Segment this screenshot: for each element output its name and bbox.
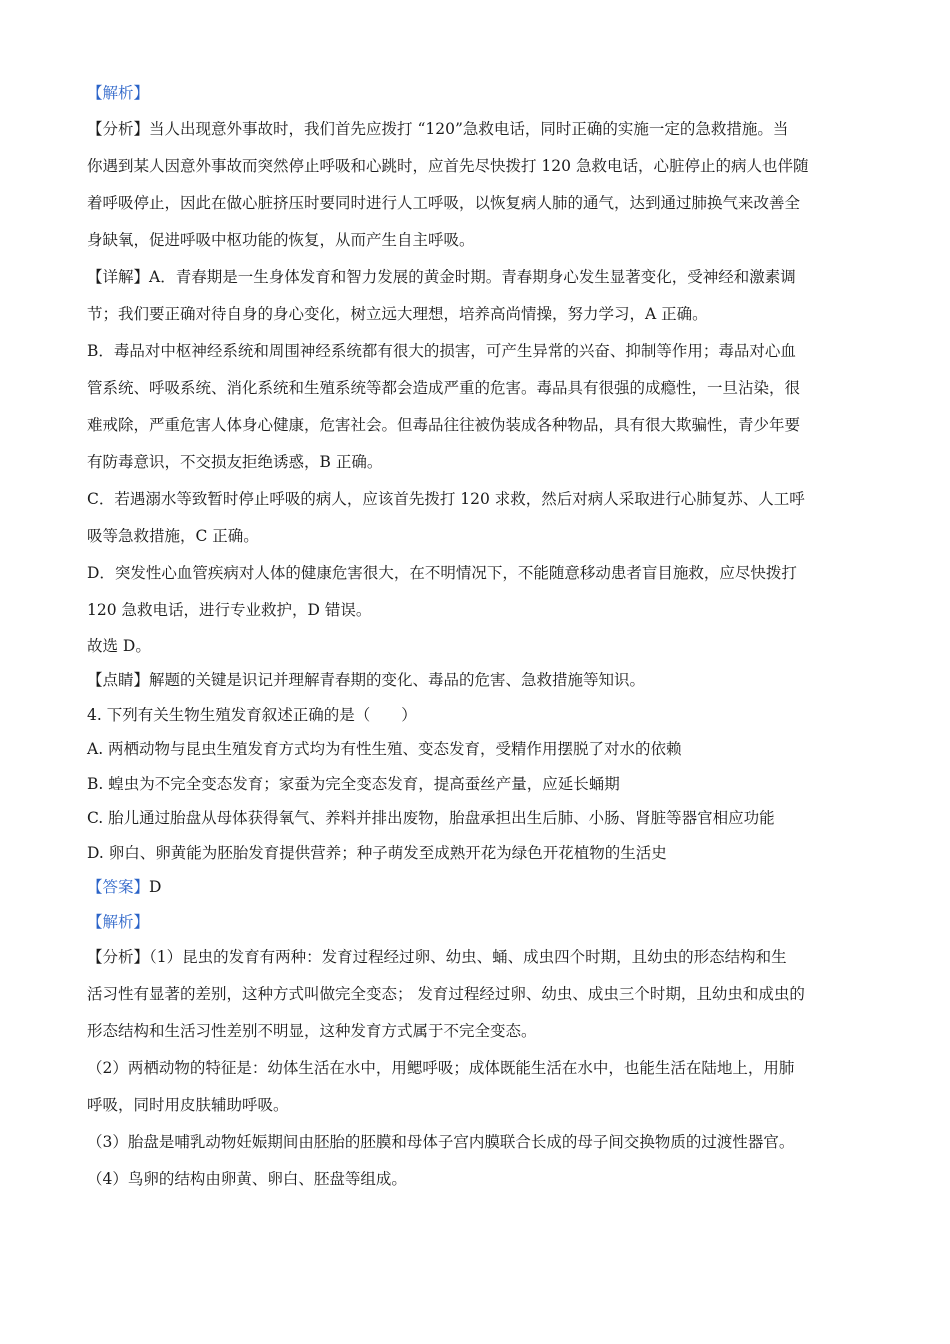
dianjing-tag: 【点睛】 — [87, 671, 150, 689]
analysis-tag: 【解析】 — [87, 912, 150, 931]
fenxi-line: 活习性有显著的差别，这种方式叫做完全变态； 发育过程经过卵、幼虫、成虫三个时期，且幼虫和成虫的 — [87, 985, 805, 1003]
dianjing-line: 【点睛】解题的关键是识记并理解青春期的变化、毒品的危害、急救措施等知识。 — [87, 671, 646, 689]
fenxi-paragraph — [87, 111, 867, 259]
answer-value: D — [149, 878, 162, 896]
answer-line — [87, 870, 867, 905]
analysis-heading — [87, 76, 867, 111]
fenxi-line: 身缺氧，促进呼吸中枢功能的恢复，从而产生自主呼吸。 — [87, 230, 475, 249]
conclusion-line: 故选 D。 — [87, 636, 151, 655]
question-4-option-b: B. 蝗虫为不完全变态发育；家蚕为完全变态发育，提高蚕丝产量，应延长蛹期 — [87, 774, 620, 793]
question-4-option-d: D. 卵白、卵黄能为胚胎发育提供营养；种子萌发至成熟开花为绿色开花植物的生活史 — [87, 843, 667, 862]
question-4-option-c: C. 胎儿通过胎盘从母体获得氧气、养料并排出废物，胎盘承担出生后肺、小肠、肾脏等器官相应功能 — [87, 809, 775, 827]
fenxi-line: 形态结构和生活习性差别不明显，这种发育方式属于不完全变态。 — [87, 1022, 537, 1040]
question-4-stem: 4. 下列有关生物生殖发育叙述正确的是（ ） — [87, 705, 417, 724]
answer-tag: 【答案】 — [87, 878, 150, 896]
question-4-option-a: A. 两栖动物与昆虫生殖发育方式均为有性生殖、变态发育，受精作用摆脱了对水的依赖 — [87, 740, 682, 758]
option-b-explanation — [87, 333, 867, 481]
xiangjie-tag: 【详解】 — [87, 267, 150, 286]
xiangjie-line: 【详解】A．青春期是一生身体发育和智力发展的黄金时期。青春期身心发生显著变化，受神经和激素调 — [87, 267, 796, 286]
explanation-line: B．毒品对中枢神经系统和周围神经系统都有很大的损害，可产生异常的兴奋、抑制等作用；毒品对心血 — [87, 341, 796, 360]
explanation-line: 120 急救电话，进行专业救护，D 错误。 — [87, 600, 372, 619]
q4-point-2 — [87, 1050, 867, 1124]
point-line: （4）鸟卵的结构由卵黄、卵白、胚盘等组成。 — [87, 1170, 407, 1188]
analysis-tag: 【解析】 — [87, 84, 150, 102]
fenxi-tag: 【分析】 — [87, 948, 150, 966]
point-line: （3）胎盘是哺乳动物妊娠期间由胚胎的胚膜和母体子宫内膜联合长成的母子间交换物质的过渡性器官。 — [87, 1133, 795, 1151]
explanation-line: C．若遇溺水等致暂时停止呼吸的病人，应该首先拨打 120 求救，然后对病人采取进行心肺复苏、人工呼 — [87, 489, 805, 508]
fenxi-line: 你遇到某人因意外事故而突然停止呼吸和心跳时，应首先尽快拨打 120 急救电话，心脏停止的病人也伴随 — [87, 156, 809, 175]
explanation-line: 吸等急救措施，C 正确。 — [87, 526, 259, 545]
q4-fenxi-paragraph — [87, 939, 867, 1050]
xiangjie-paragraph — [87, 259, 867, 333]
option-d-explanation — [87, 555, 867, 629]
explanation-line: 管系统、呼吸系统、消化系统和生殖系统等都会造成严重的危害。毒品具有很强的成瘾性，一旦沾染，很 — [87, 378, 801, 397]
fenxi-tag: 【分析】 — [87, 119, 150, 138]
document-content — [87, 76, 867, 1198]
q4-point-4 — [87, 1161, 867, 1198]
fenxi-line: 【分析】当人出现意外事故时，我们首先应拨打 “120”急救电话，同时正确的实施一定的急救措施。当 — [87, 119, 789, 138]
option-c-explanation — [87, 481, 867, 555]
fenxi-line: 着呼吸停止，因此在做心脏挤压时要同时进行人工呼吸，以恢复病人肺的通气，达到通过肺换气来改善全 — [87, 193, 801, 212]
analysis-heading — [87, 905, 867, 940]
point-line: （2）两栖动物的特征是：幼体生活在水中，用鳃呼吸；成体既能生活在水中，也能生活在陆地上，用肺 — [87, 1059, 795, 1077]
explanation-line: D．突发性心血管疾病对人体的健康危害很大，在不明情况下，不能随意移动患者盲目施救，应尽快拨打 — [87, 563, 797, 582]
q4-point-3 — [87, 1124, 867, 1161]
fenxi-line: 【分析】（1）昆虫的发育有两种：发育过程经过卵、幼虫、蛹、成虫四个时期，且幼虫的形态结构和生 — [87, 948, 787, 966]
explanation-line: 难戒除，严重危害人体身心健康，危害社会。但毒品往往被伪装成各种物品，具有很大欺骗性，青少年要 — [87, 415, 801, 434]
xiangjie-line: 节；我们要正确对待自身的身心变化，树立远大理想，培养高尚情操，努力学习，A 正确。 — [87, 304, 708, 323]
point-line: 呼吸，同时用皮肤辅助呼吸。 — [87, 1096, 289, 1114]
explanation-line: 有防毒意识，不交损友拒绝诱惑，B 正确。 — [87, 452, 383, 471]
